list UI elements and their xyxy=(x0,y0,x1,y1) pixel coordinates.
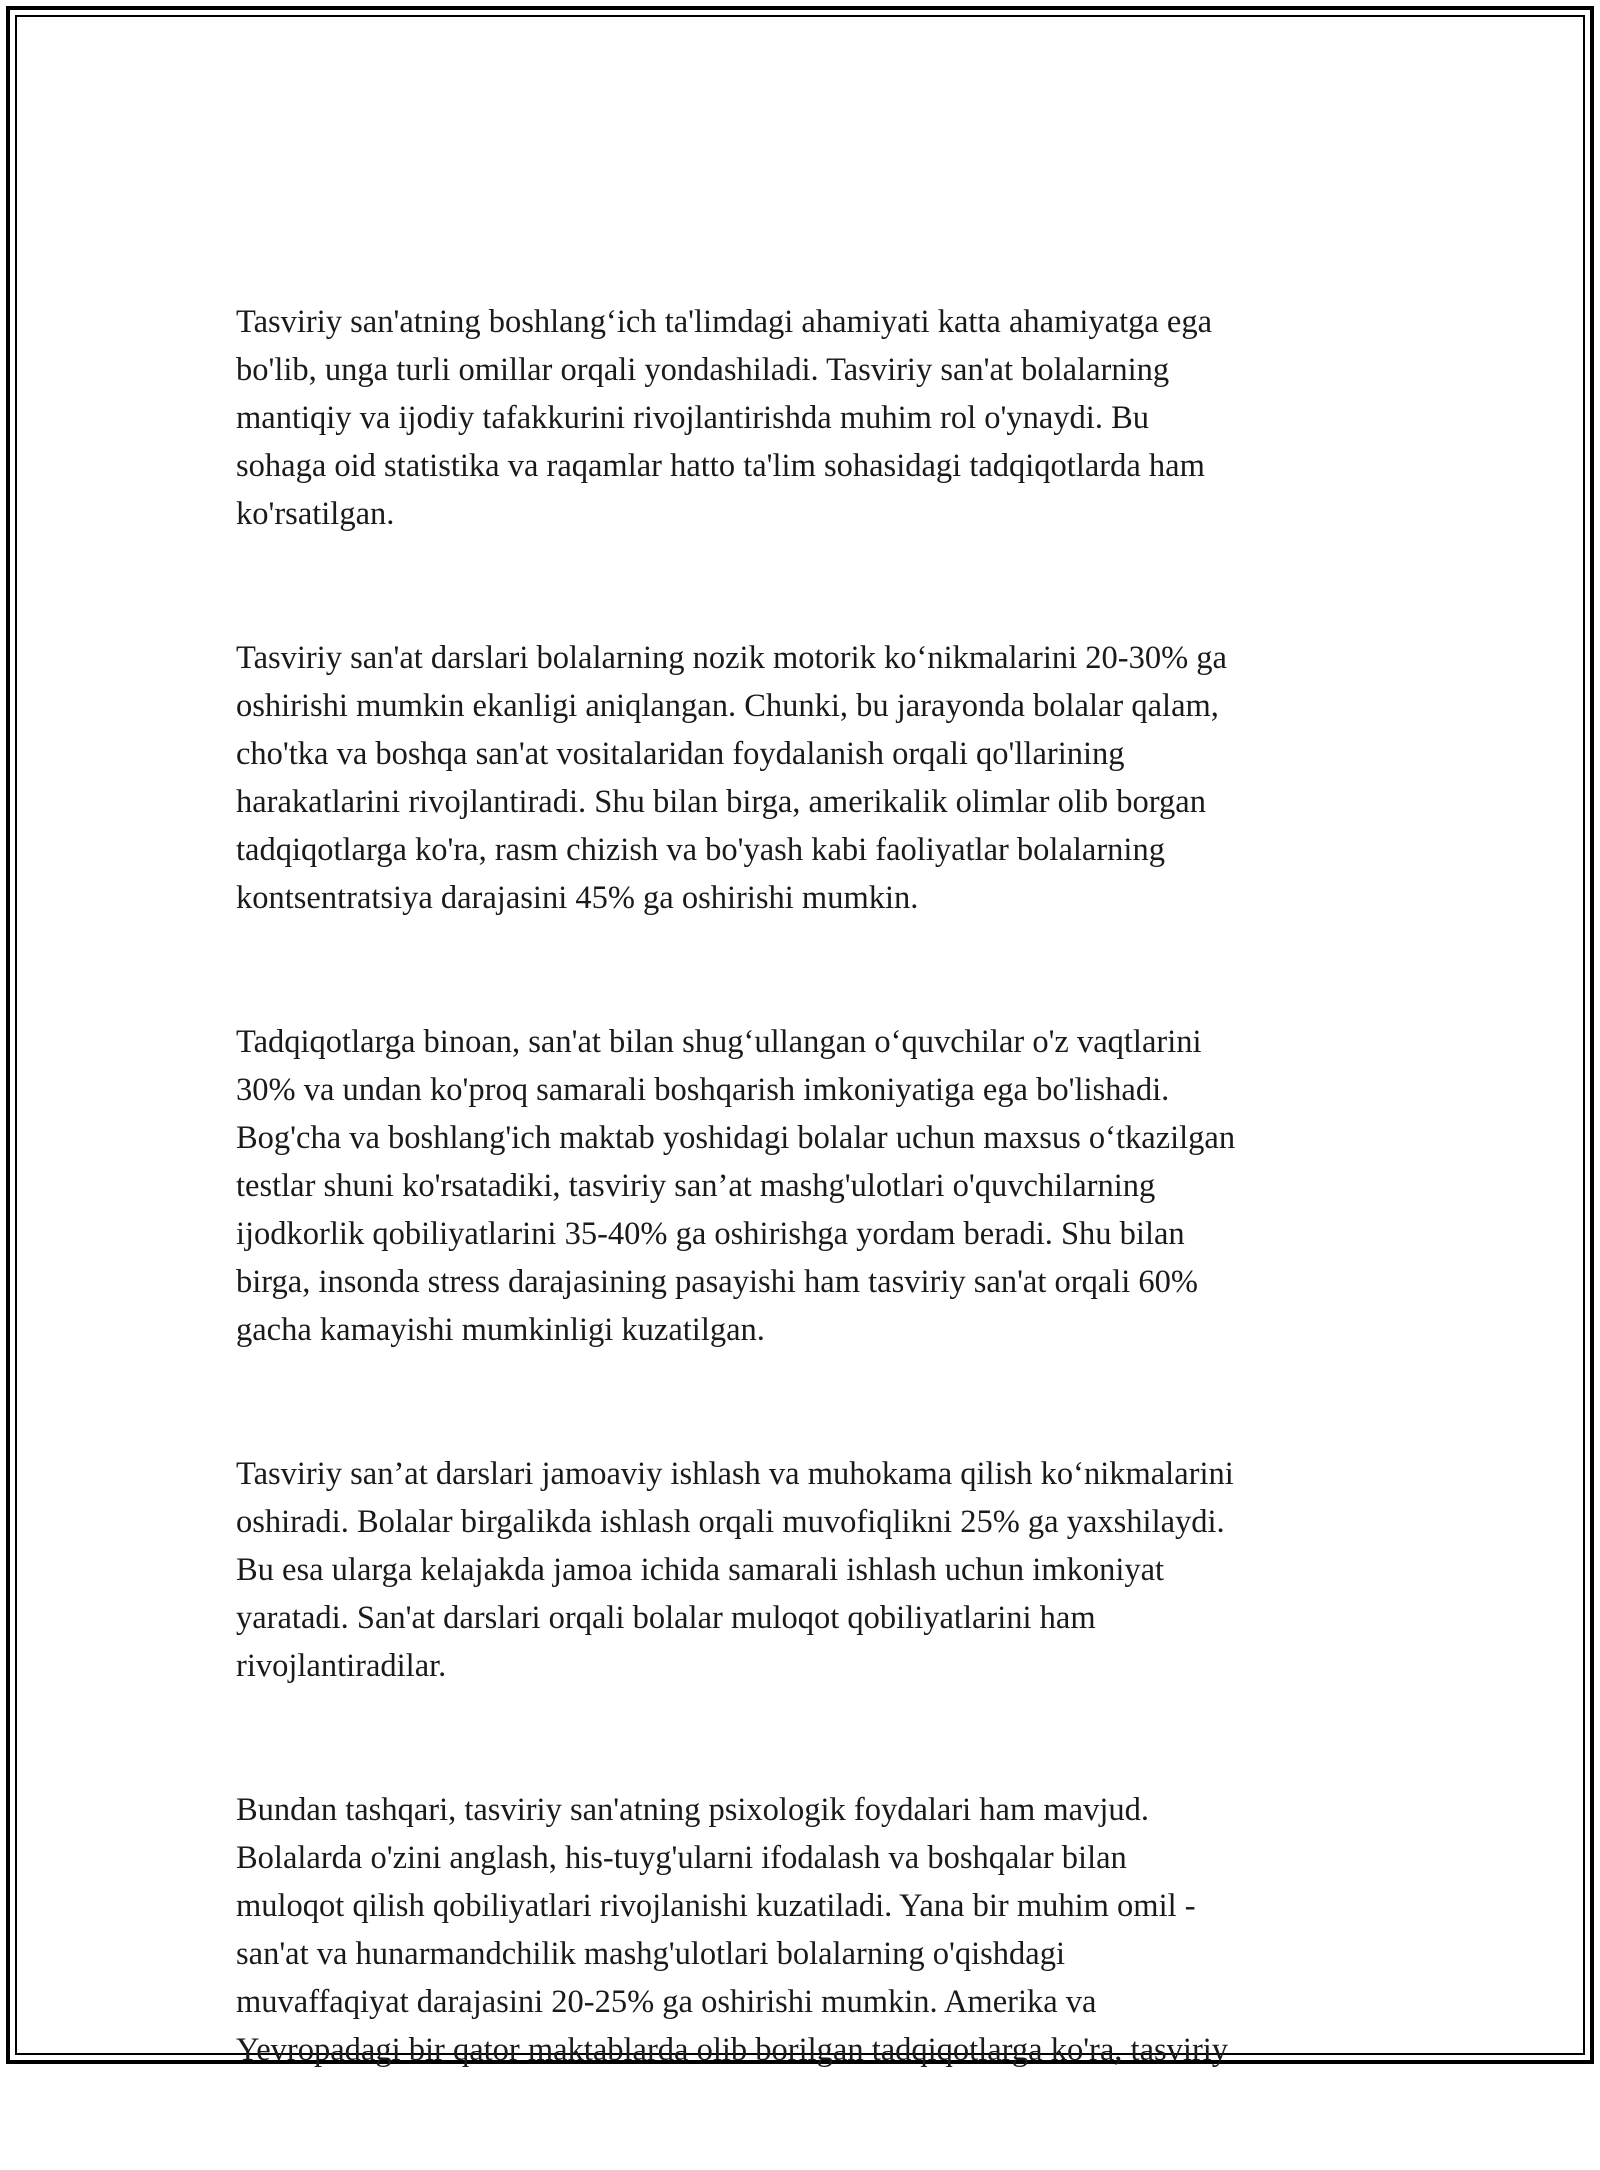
paragraph-3: Tadqiqotlarga binoan, san'at bilan shug‘ullangan o‘quvchilar o'z vaqtlarini 30% va undan ko'proq samarali boshqarish imkoniyatiga ega bo'lishadi. Bog'cha va boshlang'ich maktab yoshidagi bolalar uchun maxsus o‘tkazilgan testlar shuni ko'rsatadiki, tasviriy san’at mashg'ulotlari o'quvchilarning ijodkorlik qobiliyatlarini 35-40% ga oshirishga yordam beradi. Shu bilan birga, insonda stress darajasining pasayishi ham tasviriy san'at orqali 60% gacha kamayishi mumkinligi kuzatilgan. xyxy=(236,1024,1236,1348)
document-body xyxy=(236,250,1376,2170)
paragraph-2: Tasviriy san'at darslari bolalarning nozik motorik ko‘nikmalarini 20-30% ga oshirishi mumkin ekanligi aniqlangan. Chunki, bu jarayonda bolalar qalam, cho'tka va boshqa san'at vositalaridan foydalanish orqali qo'llarining harakatlarini rivojlantiradi. Shu bilan birga, amerikalik olimlar olib borgan tadqiqotlarga ko'ra, rasm chizish va bo'yash kabi faoliyatlar bolalarning kontsentratsiya darajasini 45% ga oshirishi mumkin. xyxy=(236,640,1227,916)
paragraph-1: Tasviriy san'atning boshlang‘ich ta'limdagi ahamiyati katta ahamiyatga ega bo'lib, unga turli omillar orqali yondashiladi. Tasviriy san'at bolalarning mantiqiy va ijodiy tafakkurini rivojlantirishda muhim rol o'ynaydi. Bu sohaga oid statistika va raqamlar hatto ta'lim sohasidagi tadqiqotlarda ham ko'rsatilgan. xyxy=(236,304,1212,532)
paragraph-5: Bundan tashqari, tasviriy san'atning psixologik foydalari ham mavjud. Bolalarda o'zini anglash, his-tuyg'ularni ifodalash va boshqalar bilan muloqot qilish qobiliyatlari rivojlanishi kuzatiladi. Yana bir muhim omil - san'at va hunarmandchilik mashg'ulotlari bolalarning o'qishdagi muvaffaqiyat darajasini 20-25% ga oshirishi mumkin. Amerika va Yevropadagi bir qator maktablarda olib borilgan tadqiqotlarga ko'ra, tasviriy xyxy=(236,1792,1229,2068)
paragraph-4: Tasviriy san’at darslari jamoaviy ishlash va muhokama qilish ko‘nikmalarini oshiradi. Bolalar birgalikda ishlash orqali muvofiqlikni 25% ga yaxshilaydi. Bu esa ularga kelajakda jamoa ichida samarali ishlash uchun imkoniyat yaratadi. San'at darslari orqali bolalar muloqot qobiliyatlarini ham rivojlantiradilar. xyxy=(236,1456,1234,1684)
